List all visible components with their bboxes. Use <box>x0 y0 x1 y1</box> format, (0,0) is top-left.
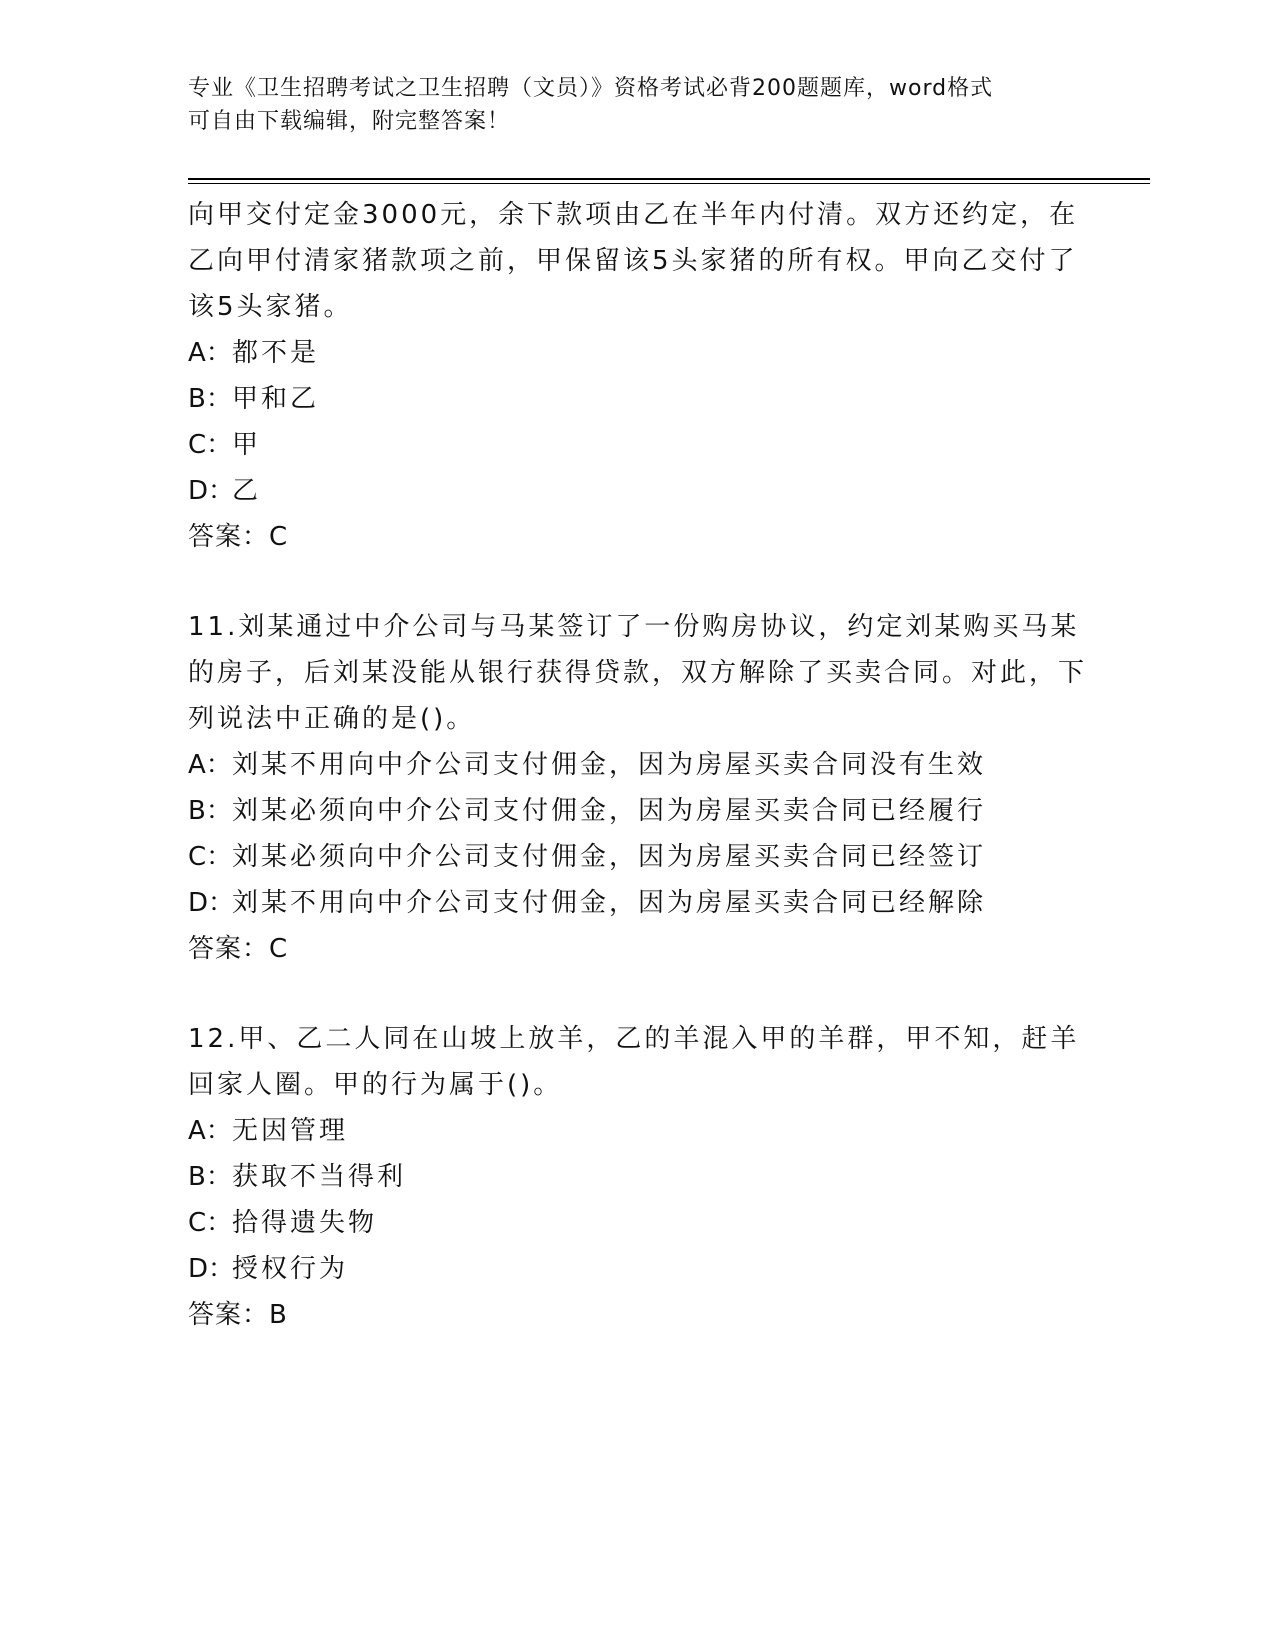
question-text: 11.刘某通过中介公司与马某签订了一份购房协议，约定刘某购买马某的房子，后刘某没能从银行获得贷款，双方解除了买卖合同。对此，下列说法中正确的是()。 <box>188 612 1088 734</box>
option-text: 刘某必须向中介公司支付佣金，因为房屋买卖合同已经签订 <box>232 842 987 872</box>
option-text: 都不是 <box>232 338 320 368</box>
option-b <box>188 1154 1088 1200</box>
option-text: 甲和乙 <box>232 384 320 414</box>
option-c <box>188 422 1088 468</box>
option-letter: B： <box>188 1162 232 1192</box>
option-text: 乙 <box>232 476 262 506</box>
answer-line: 答案：C <box>188 934 289 964</box>
option-text: 获取不当得利 <box>232 1162 407 1192</box>
header-title-line-1: 专业《卫生招聘考试之卫生招聘（文员）》资格考试必背200题题库，word格式 <box>188 76 994 101</box>
option-a <box>188 330 1088 376</box>
option-b <box>188 788 1088 834</box>
option-letter: D： <box>188 888 235 918</box>
question-text: 12.甲、乙二人同在山坡上放羊，乙的羊混入甲的羊群，甲不知，赶羊回家人圈。甲的行为属于()。 <box>188 1024 1080 1100</box>
option-text: 无因管理 <box>232 1116 349 1146</box>
option-d <box>188 880 1088 926</box>
answer-line: 答案：C <box>188 522 289 552</box>
header-title-line-2: 可自由下载编辑，附完整答案！ <box>188 109 511 134</box>
option-text: 授权行为 <box>232 1254 349 1284</box>
option-a <box>188 1108 1088 1154</box>
option-b <box>188 376 1088 422</box>
option-text: 刘某必须向中介公司支付佣金，因为房屋买卖合同已经履行 <box>232 796 987 826</box>
document-body <box>188 192 1088 1338</box>
option-text: 刘某不用向中介公司支付佣金，因为房屋买卖合同已经解除 <box>232 888 987 918</box>
option-letter: C： <box>188 1208 233 1238</box>
option-letter: D： <box>188 1254 235 1284</box>
spacer <box>188 972 1088 1016</box>
option-letter: A： <box>188 338 232 368</box>
option-d <box>188 468 1088 514</box>
option-c <box>188 1200 1088 1246</box>
option-text: 甲 <box>232 430 262 460</box>
question-11 <box>188 604 1088 972</box>
option-letter: B： <box>188 384 232 414</box>
option-c <box>188 834 1088 880</box>
option-letter: B： <box>188 796 232 826</box>
option-letter: C： <box>188 430 233 460</box>
answer-line: 答案：B <box>188 1300 288 1330</box>
option-a <box>188 742 1088 788</box>
option-letter: A： <box>188 1116 232 1146</box>
spacer <box>188 560 1088 604</box>
question-12 <box>188 1016 1088 1338</box>
question-text: 向甲交付定金3000元，余下款项由乙在半年内付清。双方还约定，在乙向甲付清家猪款项之前，甲保留该5头家猪的所有权。甲向乙交付了该5头家猪。 <box>188 200 1079 322</box>
option-letter: D： <box>188 476 235 506</box>
option-text: 刘某不用向中介公司支付佣金，因为房屋买卖合同没有生效 <box>232 750 987 780</box>
option-d <box>188 1246 1088 1292</box>
option-letter: A： <box>188 750 232 780</box>
option-text: 拾得遗失物 <box>232 1208 378 1238</box>
question-continued <box>188 192 1088 560</box>
option-letter: C： <box>188 842 233 872</box>
document-header <box>188 72 1088 138</box>
header-divider <box>188 178 1150 184</box>
